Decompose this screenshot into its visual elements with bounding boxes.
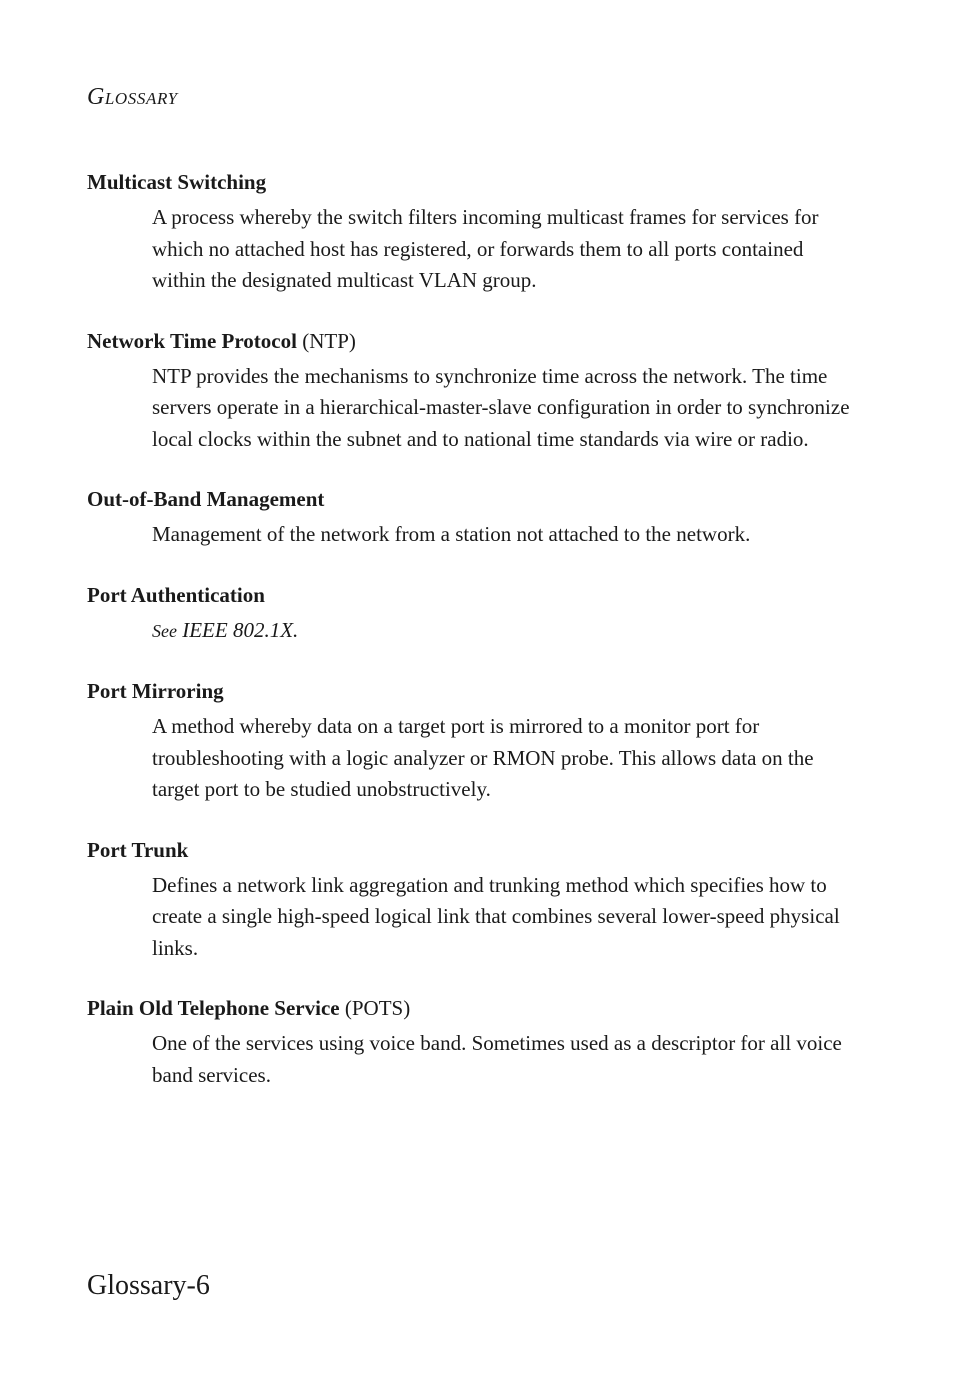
see-label: See (152, 620, 177, 641)
term-name: Network Time Protocol (87, 328, 297, 353)
entry-definition: A method whereby data on a target port is mirrored to a monitor port for troubleshooting with a logic analyzer or RMON probe. This allows data on the target port to be studied unobstructively. (152, 714, 814, 801)
term-name: Plain Old Telephone Service (87, 996, 340, 1020)
entry-definition (152, 615, 857, 648)
term-suffix: (POTS) (339, 996, 411, 1020)
header-first-letter: G (87, 84, 105, 110)
entry-term (87, 580, 857, 610)
glossary-entries (87, 167, 857, 1120)
term-suffix: (NTP) (296, 328, 356, 353)
entry-definition: One of the services using voice band. Sometimes used as a descriptor for all voice band services. (152, 1031, 842, 1087)
entry-term (87, 167, 857, 197)
term-name: Port Authentication (87, 582, 265, 607)
entry-term (87, 993, 857, 1023)
page-number: Glossary-6 (87, 1270, 210, 1301)
term-name: Port Trunk (87, 837, 189, 862)
glossary-entry (87, 835, 857, 965)
term-name: Port Mirroring (87, 679, 224, 703)
glossary-entry (87, 993, 857, 1091)
term-name: Out-of-Band Management (87, 487, 325, 511)
glossary-entry (87, 326, 857, 456)
entry-definition: NTP provides the mechanisms to synchronize time across the network. The time servers operate in a hierarchical-master-slave configuration in order to synchronize local clocks within the subnet and to national time standards via wire or radio. (152, 363, 850, 451)
glossary-entry (87, 484, 857, 551)
entry-term (87, 835, 857, 865)
entry-term (87, 326, 857, 356)
cross-reference: IEEE 802.1X. (176, 617, 299, 642)
term-name: Multicast Switching (87, 170, 267, 194)
entry-term (87, 484, 857, 514)
entry-definition: Defines a network link aggregation and trunking method which specifies how to create a single high-speed logical link that combines several lower-speed physical links. (152, 872, 840, 960)
header-rest: LOSSARY (104, 89, 178, 108)
entry-definition: Management of the network from a station not attached to the network. (152, 522, 751, 546)
glossary-entry (87, 167, 857, 297)
entry-definition: A process whereby the switch filters incoming multicast frames for services for which no attached host has registered, or forwards them to all ports contained within the designated multicast VLAN group. (152, 205, 819, 292)
running-header (87, 84, 178, 111)
glossary-entry (87, 676, 857, 806)
glossary-entry (87, 580, 857, 648)
entry-term (87, 676, 857, 706)
